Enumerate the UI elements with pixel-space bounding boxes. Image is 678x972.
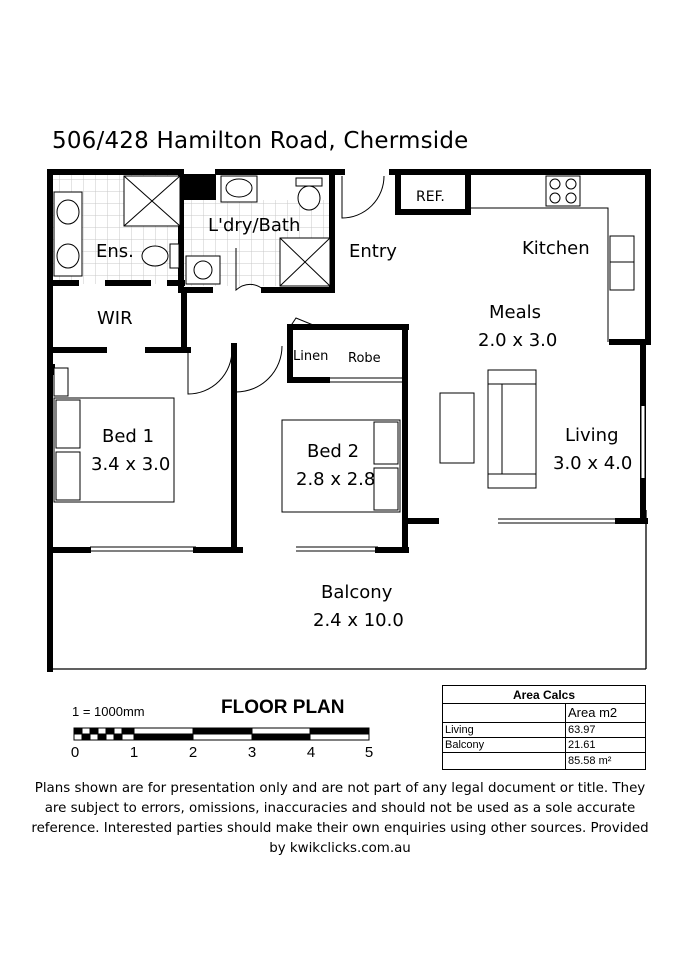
scale-tick: 3 bbox=[247, 744, 257, 761]
property-address-title: 506/428 Hamilton Road, Chermside bbox=[52, 128, 469, 154]
label-ensuite: Ens. bbox=[96, 241, 134, 262]
scale-tick: 2 bbox=[188, 744, 198, 761]
area-row-value: 63.97 bbox=[566, 723, 646, 738]
label-meals-name: Meals bbox=[489, 302, 542, 323]
table-row bbox=[443, 753, 646, 770]
label-bed2-name: Bed 2 bbox=[307, 441, 360, 462]
scale-bar bbox=[74, 728, 369, 740]
fridge-marker bbox=[182, 174, 216, 200]
scale-tick: 4 bbox=[306, 744, 316, 761]
label-bed1-name: Bed 1 bbox=[102, 426, 155, 447]
area-row-label: Living bbox=[443, 723, 566, 738]
label-bed2-dims: 2.8 x 2.8 bbox=[296, 469, 376, 490]
label-living-name: Living bbox=[565, 425, 619, 446]
area-column-header: Area m2 bbox=[566, 704, 646, 723]
label-fridge: REF. bbox=[416, 189, 445, 205]
label-entry: Entry bbox=[349, 241, 397, 262]
label-balcony-name: Balcony bbox=[321, 582, 393, 603]
label-laundry-bath: L'dry/Bath bbox=[208, 215, 301, 236]
area-calcs-table bbox=[442, 685, 646, 770]
table-row bbox=[443, 723, 646, 738]
label-living-dims: 3.0 x 4.0 bbox=[553, 453, 633, 474]
area-row-value: 21.61 bbox=[566, 738, 646, 753]
label-meals-dims: 2.0 x 3.0 bbox=[478, 330, 558, 351]
label-robe: Robe bbox=[348, 351, 381, 366]
table-row bbox=[443, 738, 646, 753]
floor-plan-heading: FLOOR PLAN bbox=[221, 697, 345, 718]
scale-label: 1 = 1000mm bbox=[72, 704, 145, 719]
area-total: 85.58 m² bbox=[566, 753, 646, 770]
scale-tick: 5 bbox=[364, 744, 374, 761]
label-balcony-dims: 2.4 x 10.0 bbox=[313, 610, 404, 631]
label-bed1-dims: 3.4 x 3.0 bbox=[91, 454, 171, 475]
disclaimer-text: Plans shown are for presentation only and are not part of any legal document or title. They are subject to errors, omissions, inaccuracies and should not be used as a sole accurate reference. Interested parties should make their own enquiries using other sources. Provided by kwikclicks.com.au bbox=[31, 781, 649, 856]
label-wir: WIR bbox=[97, 308, 133, 329]
label-kitchen: Kitchen bbox=[522, 238, 590, 259]
scale-tick: 1 bbox=[129, 744, 139, 761]
label-linen: Linen bbox=[293, 349, 329, 364]
area-row-label: Balcony bbox=[443, 738, 566, 753]
scale-tick: 0 bbox=[70, 744, 80, 761]
area-calcs-title: Area Calcs bbox=[443, 686, 646, 704]
